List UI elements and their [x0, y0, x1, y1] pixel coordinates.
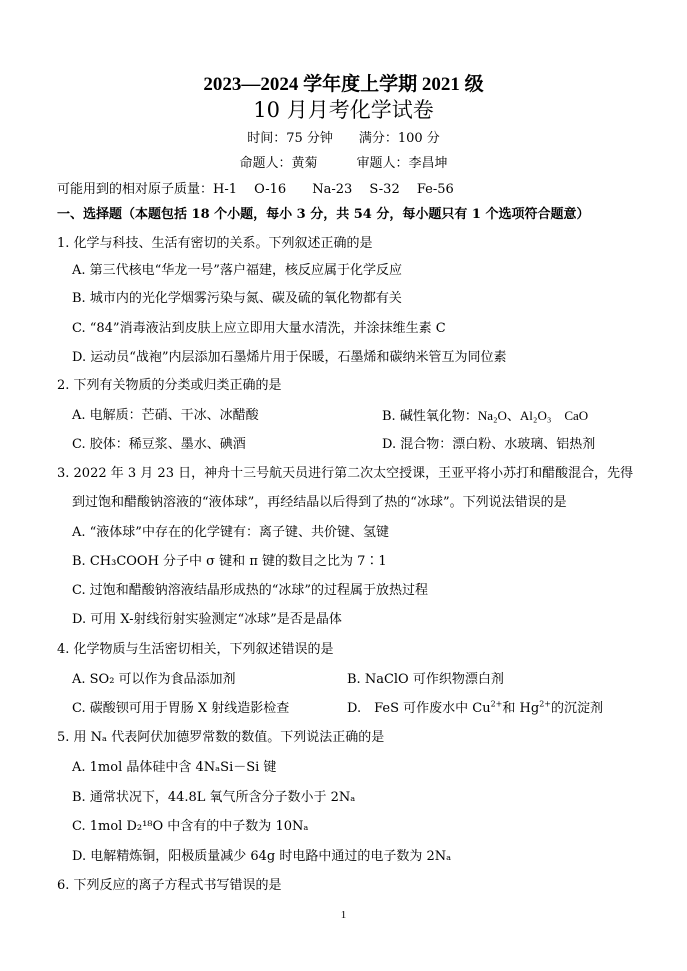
question-1-option-c: C. “84”消毒液沾到皮肤上应立即用大量水清洗，并涂抹维生素 C [72, 321, 446, 336]
question-3-stem-line1: 3. 2022 年 3 月 23 日，神舟十三号航天员进行第二次太空授课，王亚平将小苏打和醋酸混合，先得 [57, 466, 634, 481]
question-1-stem: 1. 化学与科技、生活有密切的关系。下列叙述正确的是 [57, 236, 373, 251]
question-1-option-a: A. 第三代核电“华龙一号”落户福建，核反应属于化学反应 [72, 263, 402, 278]
question-5-option-a: A. 1mol 晶体硅中含 4NₐSi－Si 键 [72, 760, 277, 775]
question-4-option-a: A. SO₂ 可以作为食品添加剂 [72, 672, 236, 687]
question-5-option-d: D. 电解精炼铜，阳极质量减少 64g 时电路中通过的电子数为 2Nₐ [72, 849, 452, 864]
question-5-option-c: C. 1mol D₂¹⁸O 中含有的中子数为 10Nₐ [72, 819, 309, 834]
question-2-option-b [382, 407, 588, 426]
question-4-option-d [347, 700, 603, 718]
question-3-option-c: C. 过饱和醋酸钠溶液结晶形成热的“冰球”的过程属于放热过程 [72, 583, 429, 598]
question-2-option-a: A. 电解质：芒硝、干冰、冰醋酸 [72, 408, 259, 423]
question-5-option-b: B. 通常状况下，44.8L 氧气所含分子数小于 2Nₐ [72, 790, 356, 805]
time-score-info: 时间：75 分钟 满分：100 分 [247, 131, 440, 146]
question-2-option-b-prefix: B. 碱性氧化物： [382, 409, 478, 424]
question-2-option-d: D. 混合物：漂白粉、水玻璃、铝热剂 [382, 437, 596, 452]
section-heading: 一、选择题（本题包括 18 个小题，每小 3 分，共 54 分，每小题只有 1 个选项符合题意） [57, 207, 590, 222]
exam-title-line2: 10 月月考化学试卷 [253, 98, 434, 122]
question-6-stem: 6. 下列反应的离子方程式书写错误的是 [57, 878, 282, 893]
question-1-option-b: B. 城市内的光化学烟雾污染与氮、碳及硫的氧化物都有关 [72, 291, 402, 306]
question-4-option-b: B. NaClO 可作织物漂白剂 [347, 672, 504, 687]
question-2-stem: 2. 下列有关物质的分类或归类正确的是 [57, 378, 282, 393]
question-4-option-d-prefix: D. FeS 可作废水中 Cu [347, 701, 491, 716]
question-2-option-b-formula: Na₂O、Al₂O₃ CaO [477, 408, 589, 423]
question-5-stem: 5. 用 Nₐ 代表阿伏加德罗常数的数值。下列说法正确的是 [57, 730, 385, 745]
question-4-stem: 4. 化学物质与生活密切相关，下列叙述错误的是 [57, 642, 334, 657]
question-4-option-d-suffix: 的沉淀剂 [550, 701, 603, 716]
authors-info: 命题人：黄菊 审题人：李昌坤 [239, 156, 448, 171]
question-4-option-c: C. 碳酸钡可用于胃肠 X 射线造影检查 [72, 701, 290, 716]
question-3-option-b: B. CH₃COOH 分子中 σ 键和 π 键的数目之比为 7∶1 [72, 554, 387, 569]
exam-title-line1: 2023—2024 学年度上学期 2021 级 [203, 74, 484, 95]
mercury-charge: 2+ [539, 699, 551, 709]
copper-charge: 2+ [490, 699, 503, 709]
question-1-option-d: D. 运动员“战袍”内层添加石墨烯片用于保暖，石墨烯和碳纳米管互为同位素 [72, 350, 507, 365]
page-number: 1 [340, 909, 347, 921]
question-4-option-d-mid: 和 Hg [502, 701, 540, 716]
question-3-option-d: D. 可用 X-射线衍射实验测定“冰球”是否是晶体 [72, 612, 342, 627]
atomic-mass-info: 可能用到的相对原子质量：H-1 O-16 Na-23 S-32 Fe-56 [57, 182, 454, 197]
question-3-stem-line2: 到过饱和醋酸钠溶液的“液体球”，再经结晶以后得到了热的“冰球”。下列说法错误的是 [72, 495, 567, 510]
question-3-option-a: A. “液体球”中存在的化学键有：离子键、共价键、氢键 [72, 525, 389, 540]
question-2-option-c: C. 胶体：稀豆浆、墨水、碘酒 [72, 437, 246, 452]
